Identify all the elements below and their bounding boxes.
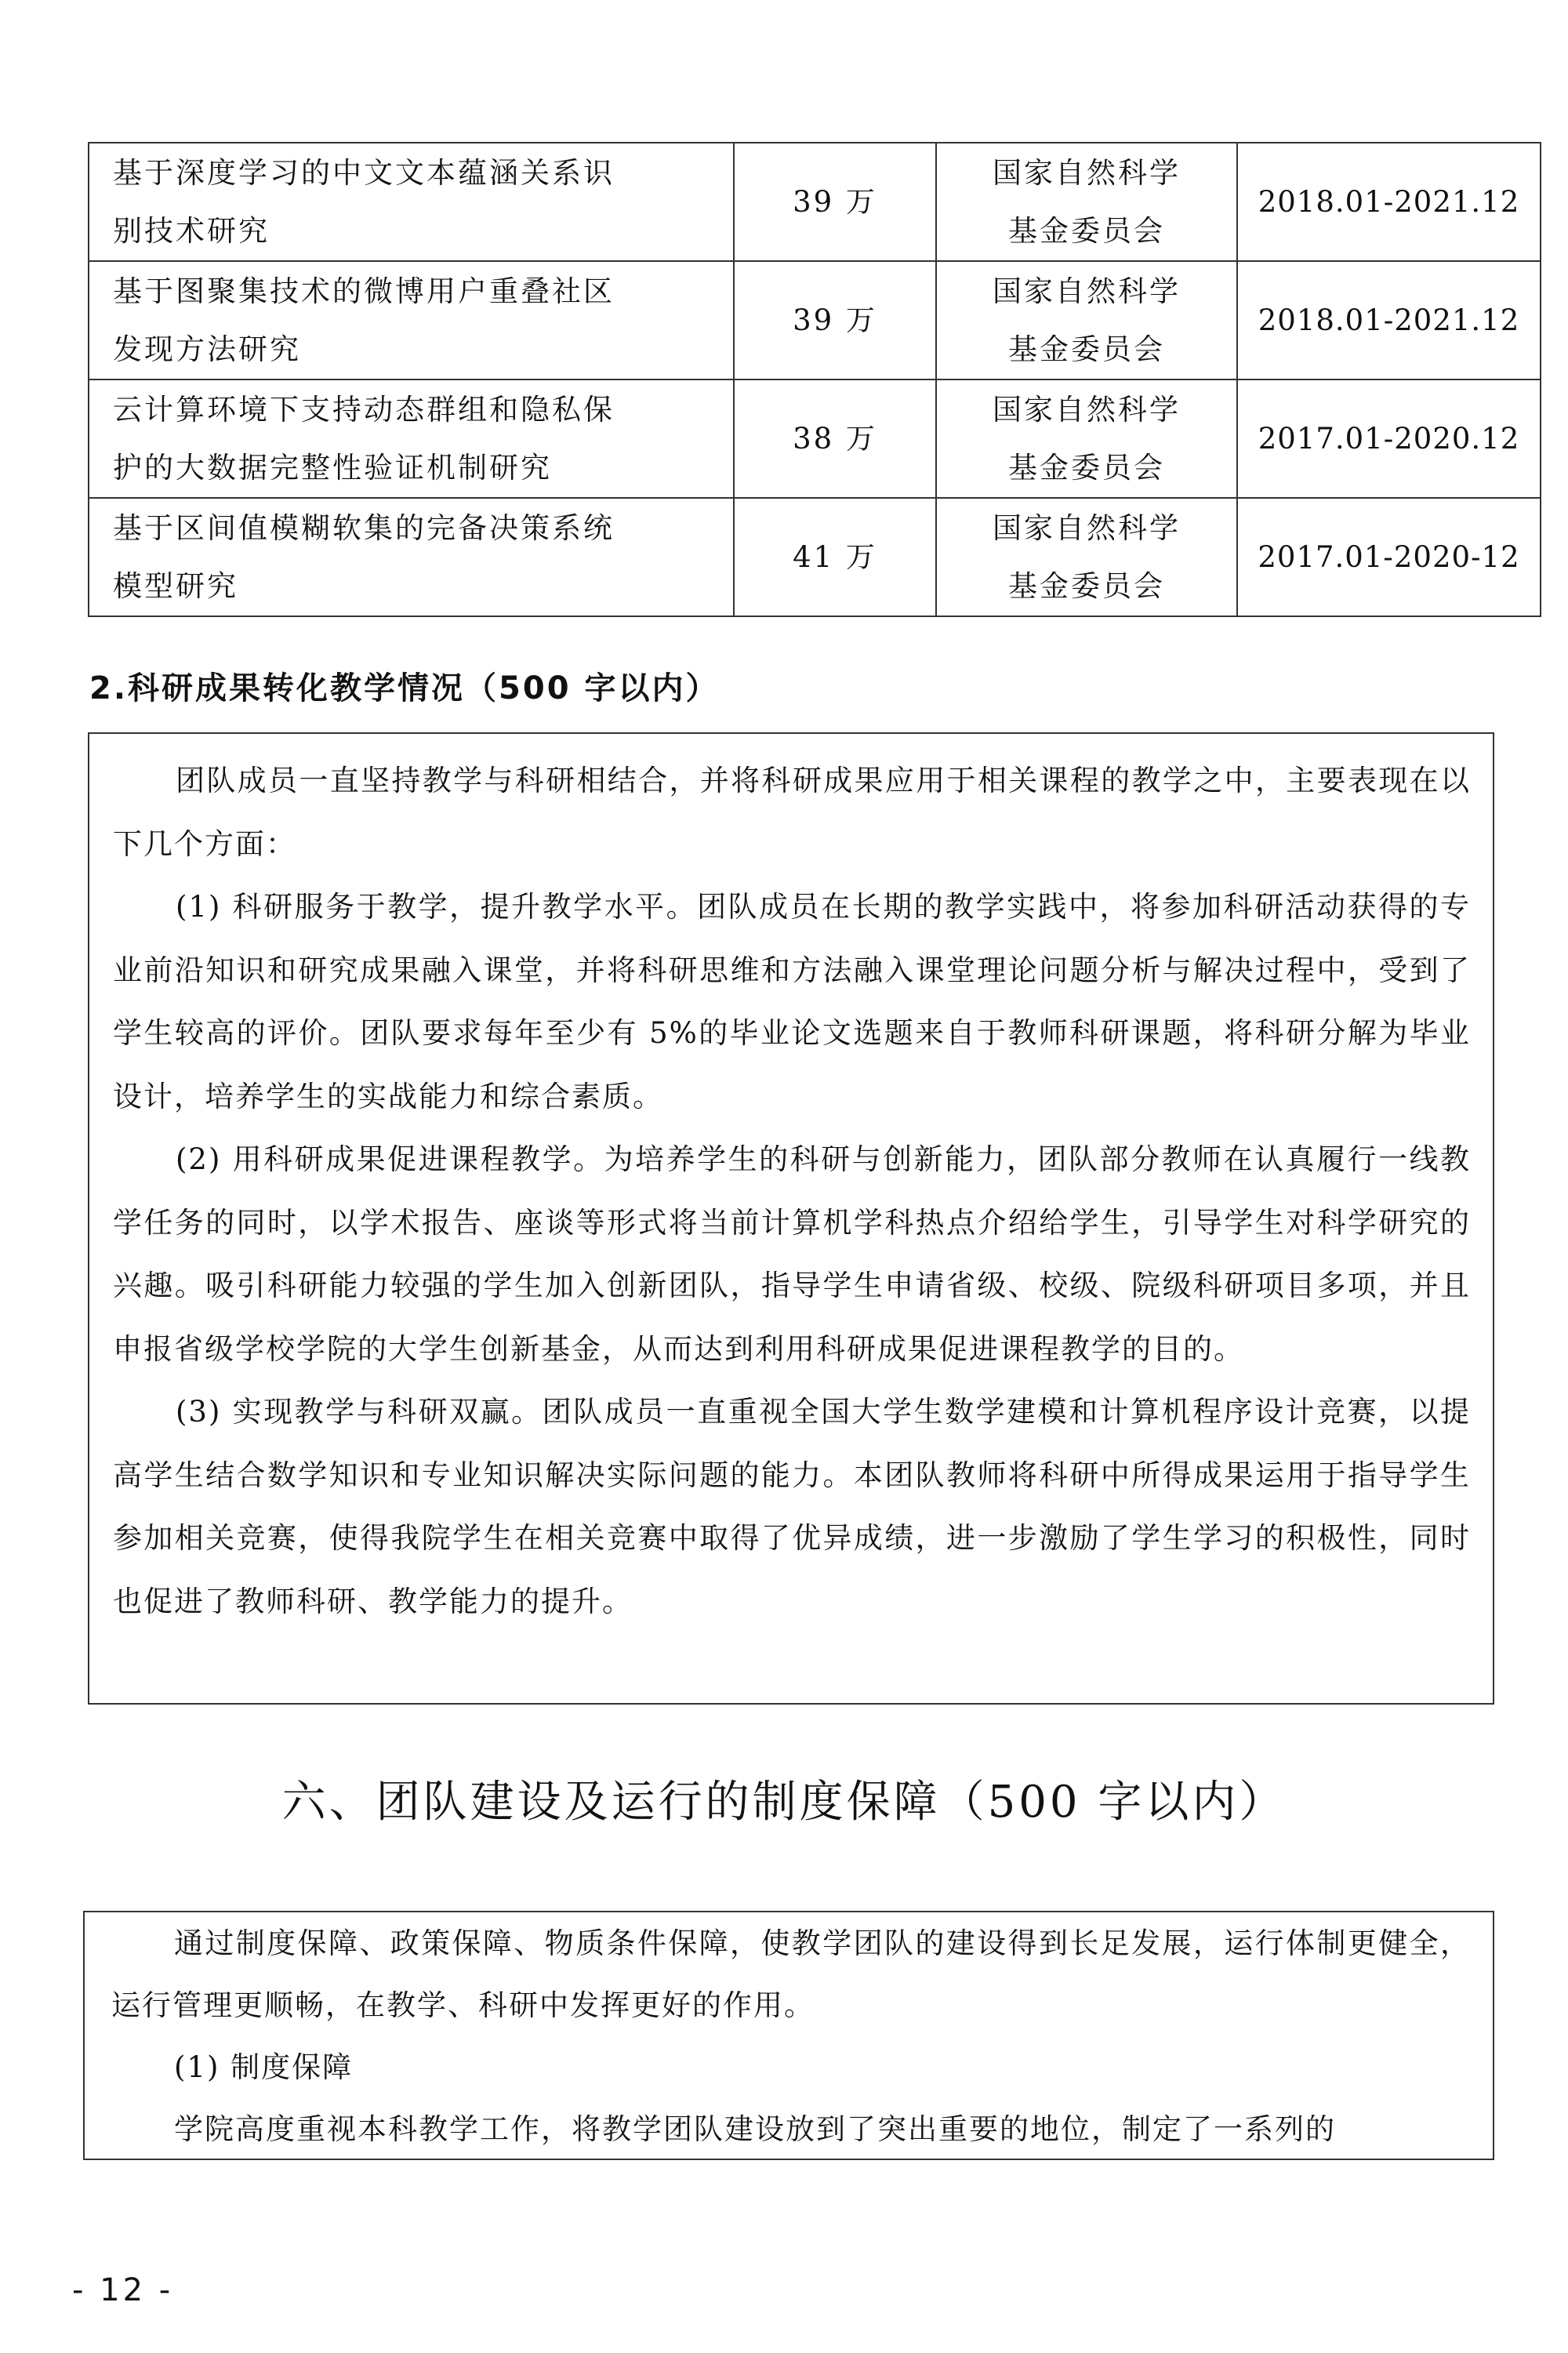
section-heading: 2.科研成果转化教学情况（500 字以内） bbox=[89, 670, 720, 706]
project-name-line: 基于深度学习的中文文本蕴涵关系识 bbox=[113, 155, 615, 190]
project-name-line: 发现方法研究 bbox=[113, 332, 301, 366]
funding-cell: 38 万 bbox=[734, 379, 936, 498]
project-name-cell bbox=[89, 498, 734, 616]
paragraph: 学院高度重视本科教学工作，将教学团队建设放到了突出重要的地位，制定了一系列的 bbox=[174, 2112, 1336, 2146]
project-name-cell bbox=[89, 143, 734, 261]
paragraph: 团队成员一直坚持教学与科研相结合，并将科研成果应用于相关课程的教学之中，主要表现在以下几个方面： bbox=[113, 764, 1471, 861]
projects-table bbox=[88, 142, 1541, 617]
funding-org-cell bbox=[936, 261, 1237, 379]
funding-org-line: 国家自然科学 bbox=[993, 392, 1181, 427]
project-name-cell bbox=[89, 379, 734, 498]
project-name-line: 基于图聚集技术的微博用户重叠社区 bbox=[113, 274, 615, 308]
paragraph: 通过制度保障、政策保障、物质条件保障，使教学团队的建设得到长足发展，运行体制更健全，运行管理更顺畅，在教学、科研中发挥更好的作用。 bbox=[111, 1926, 1471, 2022]
teaching-conversion-box bbox=[88, 732, 1494, 1705]
project-name-line: 云计算环境下支持动态群组和隐私保 bbox=[113, 392, 615, 427]
project-name-line: 护的大数据完整性验证机制研究 bbox=[113, 450, 552, 485]
project-name-line: 别技术研究 bbox=[113, 213, 270, 248]
project-name-line: 模型研究 bbox=[113, 568, 238, 603]
funding-org-line: 基金委员会 bbox=[1008, 332, 1165, 366]
funding-org-line: 基金委员会 bbox=[1008, 450, 1165, 485]
funding-org-cell bbox=[936, 379, 1237, 498]
page-number: - 12 - bbox=[72, 2272, 174, 2308]
paragraph: (1) 科研服务于教学，提升教学水平。团队成员在长期的教学实践中，将参加科研活动获得的专业前沿知识和研究成果融入课堂，并将科研思维和方法融入课堂理论问题分析与解决过程中，受到了学生较高的评价。团队要求每年至少有 5%的毕业论文选题来自于教师科研课题，将科研分解为毕业设计，培养学生的实战能力和综合素质。 bbox=[113, 890, 1471, 1113]
funding-cell: 39 万 bbox=[734, 261, 936, 379]
paragraph: (1) 制度保障 bbox=[174, 2050, 354, 2084]
paragraph: (3) 实现教学与科研双赢。团队成员一直重视全国大学生数学建模和计算机程序设计竞赛，以提高学生结合数学知识和专业知识解决实际问题的能力。本团队教师将科研中所得成果运用于指导学生参加相关竞赛，使得我院学生在相关竞赛中取得了优异成绩，进一步激励了学生学习的积极性，同时也促进了教师科研、教学能力的提升。 bbox=[113, 1395, 1471, 1618]
table-row bbox=[89, 379, 1541, 498]
period-cell: 2017.01-2020.12 bbox=[1237, 379, 1541, 498]
funding-cell: 41 万 bbox=[734, 498, 936, 616]
section-title: 六、团队建设及运行的制度保障（500 字以内） bbox=[281, 1777, 1287, 1828]
funding-org-cell bbox=[936, 498, 1237, 616]
funding-org-line: 基金委员会 bbox=[1008, 213, 1165, 248]
funding-cell: 39 万 bbox=[734, 143, 936, 261]
funding-org-line: 国家自然科学 bbox=[993, 510, 1181, 545]
table-row bbox=[89, 143, 1541, 261]
funding-org-line: 国家自然科学 bbox=[993, 274, 1181, 308]
period-cell: 2018.01-2021.12 bbox=[1237, 261, 1541, 379]
table-row bbox=[89, 261, 1541, 379]
funding-org-line: 国家自然科学 bbox=[993, 155, 1181, 190]
funding-org-line: 基金委员会 bbox=[1008, 568, 1165, 603]
period-cell: 2017.01-2020-12 bbox=[1237, 498, 1541, 616]
period-cell: 2018.01-2021.12 bbox=[1237, 143, 1541, 261]
project-name-cell bbox=[89, 261, 734, 379]
project-name-line: 基于区间值模糊软集的完备决策系统 bbox=[113, 510, 615, 545]
table-row bbox=[89, 498, 1541, 616]
paragraph: (2) 用科研成果促进课程教学。为培养学生的科研与创新能力，团队部分教师在认真履行一线教学任务的同时，以学术报告、座谈等形式将当前计算机学科热点介绍给学生，引导学生对科学研究的兴趣。吸引科研能力较强的学生加入创新团队，指导学生申请省级、校级、院级科研项目多项，并且申报省级学校学院的大学生创新基金，从而达到利用科研成果促进课程教学的目的。 bbox=[113, 1142, 1471, 1366]
institutional-guarantee-box bbox=[83, 1911, 1494, 2160]
funding-org-cell bbox=[936, 143, 1237, 261]
